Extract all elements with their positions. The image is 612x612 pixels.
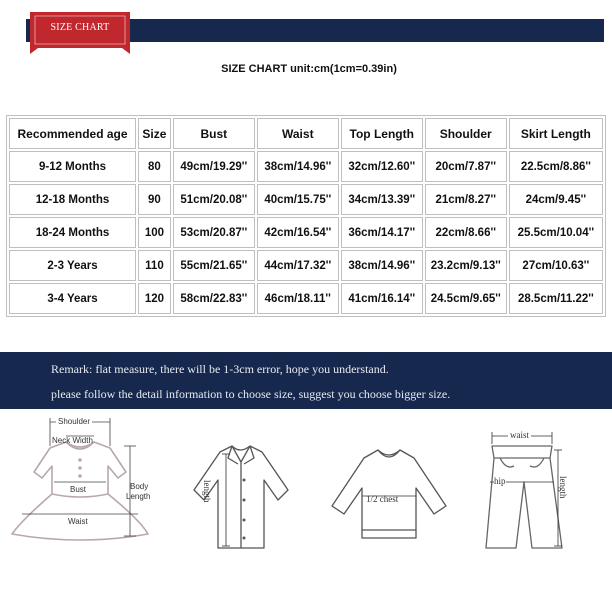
table-cell: 21cm/8.27'' xyxy=(425,184,507,215)
shirt-length-label: length xyxy=(202,480,212,503)
table-cell: 40cm/15.75'' xyxy=(257,184,339,215)
pants-waist-label: waist xyxy=(510,430,529,440)
table-cell: 80 xyxy=(138,151,171,182)
table-cell: 38cm/14.96'' xyxy=(341,250,423,281)
dress-bust-label: Bust xyxy=(70,485,87,494)
shirt-outline-icon xyxy=(176,410,306,560)
table-cell: 49cm/19.29'' xyxy=(173,151,255,182)
pants-hip-label: hip xyxy=(494,476,506,486)
dress-length-label: Length xyxy=(126,492,151,501)
table-cell: 100 xyxy=(138,217,171,248)
size-chart-tag xyxy=(30,12,130,54)
sweater-diagram xyxy=(324,410,454,560)
shirt-diagram xyxy=(176,410,306,560)
table-cell: 23.2cm/9.13'' xyxy=(425,250,507,281)
pants-outline-icon xyxy=(470,410,600,560)
column-header: Recommended age xyxy=(9,118,136,149)
remark-band xyxy=(0,352,612,409)
table-cell: 18-24 Months xyxy=(9,217,136,248)
sweater-outline-icon xyxy=(324,410,454,560)
table-cell: 24cm/9.45'' xyxy=(509,184,603,215)
table-cell: 12-18 Months xyxy=(9,184,136,215)
table-cell: 44cm/17.32'' xyxy=(257,250,339,281)
table-row xyxy=(9,184,603,215)
table-cell: 36cm/14.17'' xyxy=(341,217,423,248)
table-cell: 110 xyxy=(138,250,171,281)
column-header: Waist xyxy=(257,118,339,149)
table-cell: 22.5cm/8.86'' xyxy=(509,151,603,182)
table-cell: 55cm/21.65'' xyxy=(173,250,255,281)
table-row xyxy=(9,283,603,314)
table-cell: 53cm/20.87'' xyxy=(173,217,255,248)
dress-body-label: Body xyxy=(130,482,149,491)
column-header: Shoulder xyxy=(425,118,507,149)
column-header: Skirt Length xyxy=(509,118,603,149)
table-cell: 24.5cm/9.65'' xyxy=(425,283,507,314)
table-row xyxy=(9,250,603,281)
remark-line-1: Remark: flat measure, there will be 1-3cm error, hope you understand. xyxy=(51,362,389,376)
table-cell: 41cm/16.14'' xyxy=(341,283,423,314)
table-cell: 28.5cm/11.22'' xyxy=(509,283,603,314)
dress-waist-label: Waist xyxy=(68,517,88,526)
table-cell: 2-3 Years xyxy=(9,250,136,281)
table-cell: 20cm/7.87'' xyxy=(425,151,507,182)
size-table xyxy=(6,115,606,317)
table-cell: 34cm/13.39'' xyxy=(341,184,423,215)
dress-shoulder-label: Shoulder xyxy=(58,417,91,426)
table-cell: 42cm/16.54'' xyxy=(257,217,339,248)
table-cell: 38cm/14.96'' xyxy=(257,151,339,182)
table-row xyxy=(9,217,603,248)
table-cell: 46cm/18.11'' xyxy=(257,283,339,314)
table-cell: 32cm/12.60'' xyxy=(341,151,423,182)
sweater-chest-label: 1/2 chest xyxy=(366,494,399,504)
pants-length-label: length xyxy=(558,476,568,499)
column-header: Bust xyxy=(173,118,255,149)
tag-label: SIZE CHART xyxy=(50,22,110,33)
chart-title: SIZE CHART unit:cm(1cm=0.39in) xyxy=(221,63,397,75)
table-cell: 120 xyxy=(138,283,171,314)
column-header: Top Length xyxy=(341,118,423,149)
table-cell: 90 xyxy=(138,184,171,215)
tag-ribbon-shape xyxy=(30,12,130,54)
table-cell: 51cm/20.08'' xyxy=(173,184,255,215)
table-header-row xyxy=(9,118,603,149)
table-cell: 58cm/22.83'' xyxy=(173,283,255,314)
dress-neck-width-label: Neck Width xyxy=(52,436,93,445)
column-header: Size xyxy=(138,118,171,149)
pants-diagram xyxy=(470,410,600,560)
table-cell: 3-4 Years xyxy=(9,283,136,314)
table-cell: 27cm/10.63'' xyxy=(509,250,603,281)
table-cell: 9-12 Months xyxy=(9,151,136,182)
table-cell: 22cm/8.66'' xyxy=(425,217,507,248)
table-row xyxy=(9,151,603,182)
dress-diagram xyxy=(8,410,158,560)
table-cell: 25.5cm/10.04'' xyxy=(509,217,603,248)
remark-line-2: please follow the detail information to choose size, suggest you choose bigger size. xyxy=(51,387,451,401)
